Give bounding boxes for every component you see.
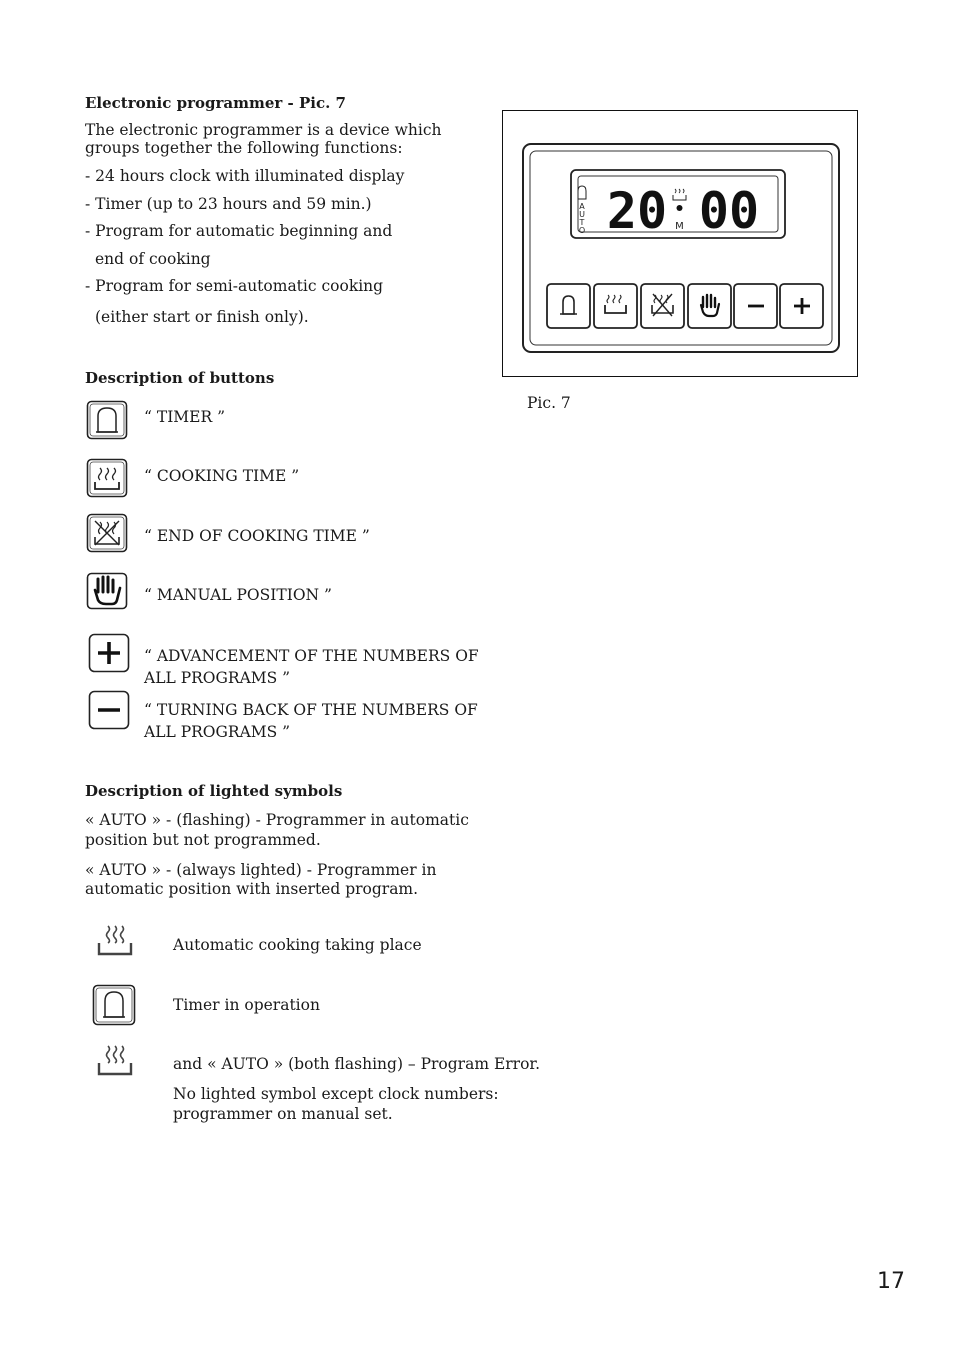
cooking-pot-icon: [94, 1042, 136, 1078]
function-item: - Program for automatic beginning and: [85, 222, 393, 240]
auto-flashing-text: « AUTO » - (flashing) - Programmer in automatic: [85, 811, 469, 829]
m-letter: M: [675, 221, 684, 232]
button-label-plus: “ ADVANCEMENT OF THE NUMBERS OF: [144, 647, 479, 665]
hand-icon: [86, 572, 128, 610]
intro-line: The electronic programmer is a device which: [85, 121, 442, 139]
manual-note: No lighted symbol except clock numbers:: [173, 1085, 499, 1103]
auto-lighted-text: automatic position with inserted program.: [85, 880, 419, 898]
panel-end-cooking-button: [641, 284, 684, 328]
auto-indicator: [578, 186, 586, 235]
function-item: - Program for semi-automatic cooking: [85, 277, 384, 295]
symbol-label: Automatic cooking taking place: [173, 936, 422, 954]
button-label-plus: ALL PROGRAMS ”: [144, 669, 291, 687]
function-item: - 24 hours clock with illuminated display: [85, 167, 405, 185]
manual-note: programmer on manual set.: [173, 1105, 393, 1123]
panel-manual-button: [688, 284, 731, 328]
function-item: (either start or finish only).: [95, 308, 309, 326]
colon-indicator: [673, 189, 686, 232]
panel-plus-button: [780, 284, 823, 328]
function-item: - Timer (up to 23 hours and 59 min.): [85, 195, 372, 213]
buttons-heading: Description of buttons: [85, 369, 275, 387]
panel-cooking-button: [594, 284, 637, 328]
button-label-end-of-cooking-time: “ END OF COOKING TIME ”: [144, 527, 370, 545]
button-label-cooking-time: “ COOKING TIME ”: [144, 467, 300, 485]
display-minutes: 00: [698, 182, 760, 240]
button-label-manual-position: “ MANUAL POSITION ”: [144, 586, 332, 604]
button-label-timer: “ TIMER ”: [144, 408, 226, 426]
display-hours: 20: [606, 182, 668, 240]
crossed-pot-icon: [86, 513, 128, 553]
symbol-label: and « AUTO » (both flashing) – Program Error.: [173, 1055, 541, 1073]
symbols-heading: Description of lighted symbols: [85, 782, 343, 800]
auto-letter: T: [579, 218, 585, 227]
panel-bell-button: [547, 284, 590, 328]
bell-icon: [86, 400, 128, 440]
programmer-figure: [502, 110, 858, 377]
panel-minus-button: [734, 284, 777, 328]
button-label-minus: “ TURNING BACK OF THE NUMBERS OF: [144, 701, 478, 719]
page-number: 17: [877, 1269, 905, 1294]
function-item: end of cooking: [95, 250, 211, 268]
figure-caption: Pic. 7: [527, 394, 571, 412]
plus-icon: [88, 633, 130, 673]
auto-letter: U: [579, 210, 585, 219]
button-label-minus: ALL PROGRAMS ”: [144, 723, 291, 741]
auto-letter: A: [579, 202, 585, 211]
minus-icon: [88, 690, 130, 730]
auto-lighted-text: « AUTO » - (always lighted) - Programmer in: [85, 861, 437, 879]
intro-line: groups together the following functions:: [85, 139, 403, 157]
section-title: Electronic programmer - Pic. 7: [85, 94, 346, 112]
auto-flashing-text: position but not programmed.: [85, 831, 321, 849]
cooking-pot-icon: [94, 922, 136, 958]
bell-icon: [92, 984, 136, 1026]
symbol-label: Timer in operation: [173, 996, 320, 1014]
cooking-pot-icon: [86, 458, 128, 498]
auto-letter: O: [578, 226, 586, 235]
